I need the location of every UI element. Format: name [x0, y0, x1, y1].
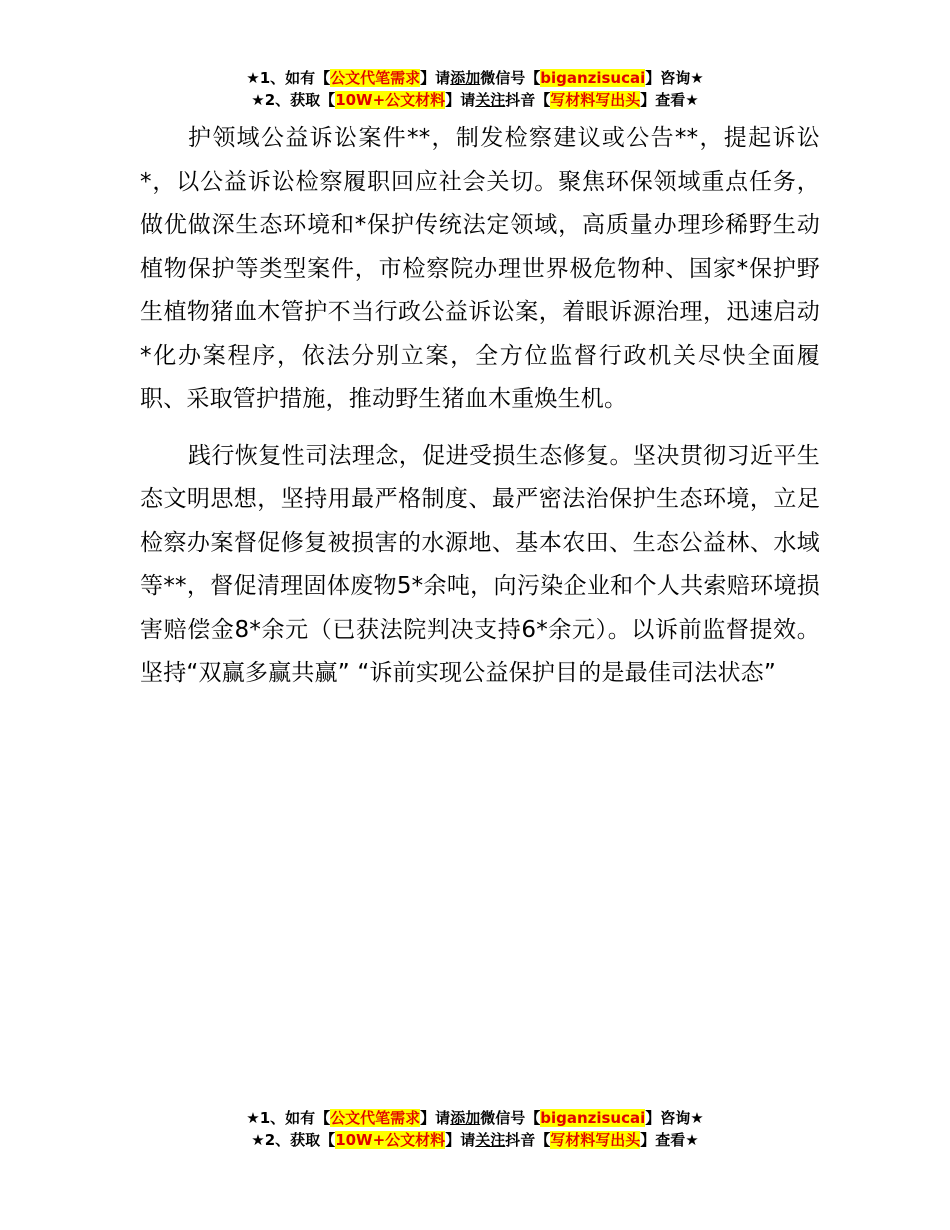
- paragraph-2: 践行恢复性司法理念，促进受损生态修复。坚决贯彻习近平生态文明思想，坚持用最严格制度、最严密法治保护生态环境，立足检察办案督促修复被损害的水源地、基本农田、生态公益林、水域等**，督促清理固体废物5*余吨，向污染企业和个人共索赔环境损害赔偿金8*余元（已获法院判决支持6*余元）。以诉前监督提效。坚持“双赢多赢共赢” “诉前实现公益保护目的是最佳司法状态”: [140, 442, 820, 686]
- banner-line-1: [0, 67, 950, 89]
- highlight-douyin-account: 写材料写出头: [550, 91, 641, 109]
- highlight-materials: 10W+公文材料: [335, 91, 446, 109]
- banner-text: 】咨询★: [645, 1109, 704, 1127]
- banner-text: ★2、获取【: [251, 91, 336, 109]
- document-body: [140, 117, 820, 696]
- banner-text: ★2、获取【: [251, 1131, 336, 1149]
- banner-text: 】查看★: [640, 91, 699, 109]
- banner-text: 】请: [420, 69, 451, 87]
- underlined-word: 添加: [450, 1109, 481, 1127]
- banner-text: 抖音【: [505, 91, 551, 109]
- highlight-wechat-id: biganzisucai: [540, 1109, 646, 1127]
- banner-text: ★1、如有【: [246, 1109, 331, 1127]
- banner-text: 】咨询★: [645, 69, 704, 87]
- banner-text: 抖音【: [505, 1131, 551, 1149]
- banner-line-1: [0, 1107, 950, 1129]
- banner-text: 】查看★: [640, 1131, 699, 1149]
- footer-banner: [0, 1107, 950, 1151]
- underlined-word: 添加: [450, 69, 481, 87]
- banner-line-2: [0, 89, 950, 111]
- highlight-service: 公文代笔需求: [330, 69, 421, 87]
- highlight-service: 公文代笔需求: [330, 1109, 421, 1127]
- banner-line-2: [0, 1129, 950, 1151]
- banner-text: ★1、如有【: [246, 69, 331, 87]
- banner-text: 】请: [445, 91, 476, 109]
- underlined-word: 关注: [475, 91, 506, 109]
- header-banner: [0, 67, 950, 111]
- paragraph-1: 护领域公益诉讼案件**，制发检察建议或公告**，提起诉讼*，以公益诉讼检察履职回应社会关切。聚焦环保领域重点任务，做优做深生态环境和*保护传统法定领域，高质量办理珍稀野生动植物保护等类型案件，市检察院办理世界极危物种、国家*保护野生植物猪血木管护不当行政公益诉讼案，着眼诉源治理，迅速启动*化办案程序，依法分别立案，全方位监督行政机关尽快全面履职、采取管护措施，推动野生猪血木重焕生机。: [140, 125, 820, 412]
- banner-text: 微信号【: [480, 1109, 541, 1127]
- highlight-materials: 10W+公文材料: [335, 1131, 446, 1149]
- underlined-word: 关注: [475, 1131, 506, 1149]
- banner-text: 微信号【: [480, 69, 541, 87]
- highlight-wechat-id: biganzisucai: [540, 69, 646, 87]
- banner-text: 】请: [445, 1131, 476, 1149]
- banner-text: 】请: [420, 1109, 451, 1127]
- highlight-douyin-account: 写材料写出头: [550, 1131, 641, 1149]
